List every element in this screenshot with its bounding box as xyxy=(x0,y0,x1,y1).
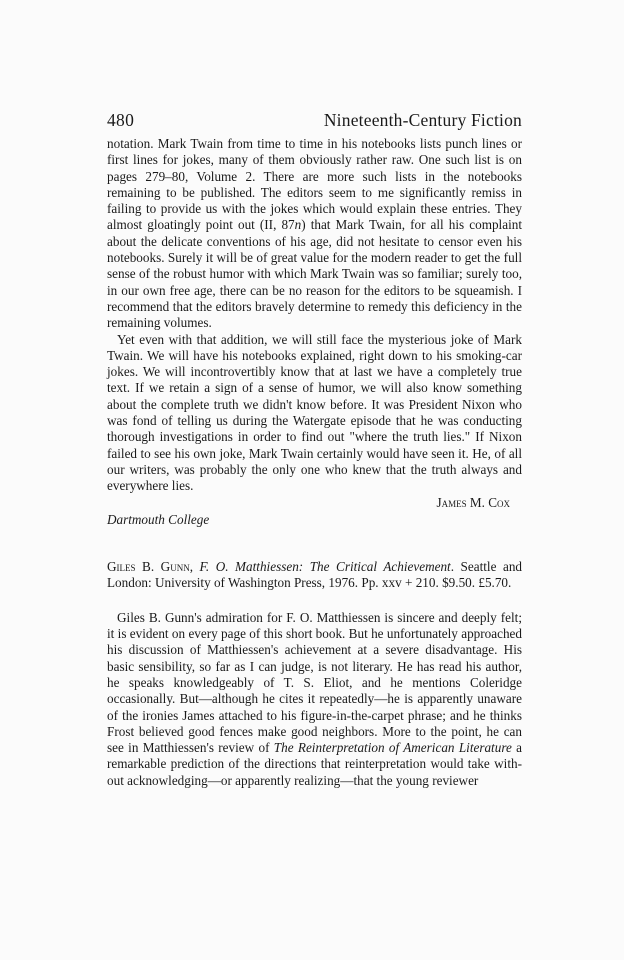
review-signature: James M. Cox xyxy=(436,494,510,510)
continuation-paragraph-1 xyxy=(107,136,522,332)
page-number: 480 xyxy=(107,110,135,130)
paragraph-1-italic: n xyxy=(294,217,302,233)
review-italic-title: The Reinterpretation of American Literature xyxy=(273,740,512,756)
review-citation: Giles B. Gunn, F. O. Matthiessen: The Critical Achievement. Seattle and London: University of Washington Press, 1976. Pp. xxv + 210. $9.50. £5.70. xyxy=(107,559,523,591)
continuation-paragraph-2: Yet even with that addition, we will still face the mysterious joke of Mark Twain. We will have his notebooks explained, right down to his smoking-car jokes. We will incontrovertibly know that at last we have a completely true text. If we retain a sign of a sense of humor, we will also know something about the complete truth we didn't know before. It was President Nixon who was fond of telling us during the Watergate episode that he was conducting thorough investigations in order to find out "where the truth lies." If Nixon failed to see his own joke, Mark Twain certainly would have seen it. He, of all our writers, was probably the only one who knew that the truth always and everywhere lies. xyxy=(107,331,522,494)
reviewed-title: F. O. Matthiessen: The Critical Achievement xyxy=(199,559,451,575)
publication-details: . Seattle and London: University of Washington Press, 1976. Pp. xxv + 210. $9.50. £5.70. xyxy=(107,559,523,591)
paragraph-1-text: notation. Mark Twain from time to time in his notebooks lists punch lines or first lines for jokes, many of them obviously rather raw. One such list is on pages 279–80, Volume 2. There are more such lists in the notebooks remaining to be published. The editors seem to me significantly remiss in failing to provide us with the jokes which would explain these entries. They almost gloatingly point out (II, 87 xyxy=(107,136,522,233)
journal-title: Nineteenth-Century Fiction xyxy=(323,110,522,130)
review-text-end: a remarkable prediction of the directions that reinterpretation would take without acknowledging—or apparently realizing—that the young reviewer xyxy=(107,740,523,788)
page xyxy=(107,110,522,789)
running-head xyxy=(107,110,522,131)
review-text-start: Giles B. Gunn's admiration for F. O. Matthiessen is sincere and deeply felt; it is evident on every page of this short book. But he unfortunately approached his discussion of Matthiessen's achievement at a severe disadvantage. His basic sensibility, so far as I can judge, is not literary. He has read his author, he speaks knowledgeably of T. S. Eliot, and he mentions Coleridge occasionally. But—although he cites it repeatedly—he is apparently unaware of the ironies James attached to his figure-in-the-carpet phrase; and he thinks Frost believed good fences make good neighbors. More to the point, he can see in Matthiessen's review of xyxy=(107,609,522,756)
reviewed-author: Giles B. Gunn xyxy=(107,559,190,575)
review-paragraph xyxy=(107,610,522,789)
paragraph-1-rest: ) that Mark Twain, for all his complaint about the delicate conventions of his age, did not hesitate to censor even his notebooks. Surely it will be of great value for the modern reader to get the full sense of the robust humor with which Mark Twain was so familiar; surely too, in our own free age, there can be no reason for the editors to be squeamish. I recommend that the editors bravely determine to remedy this deficiency in the remaining volumes. xyxy=(107,217,522,331)
reviewer-affiliation: Dartmouth College xyxy=(107,511,210,527)
